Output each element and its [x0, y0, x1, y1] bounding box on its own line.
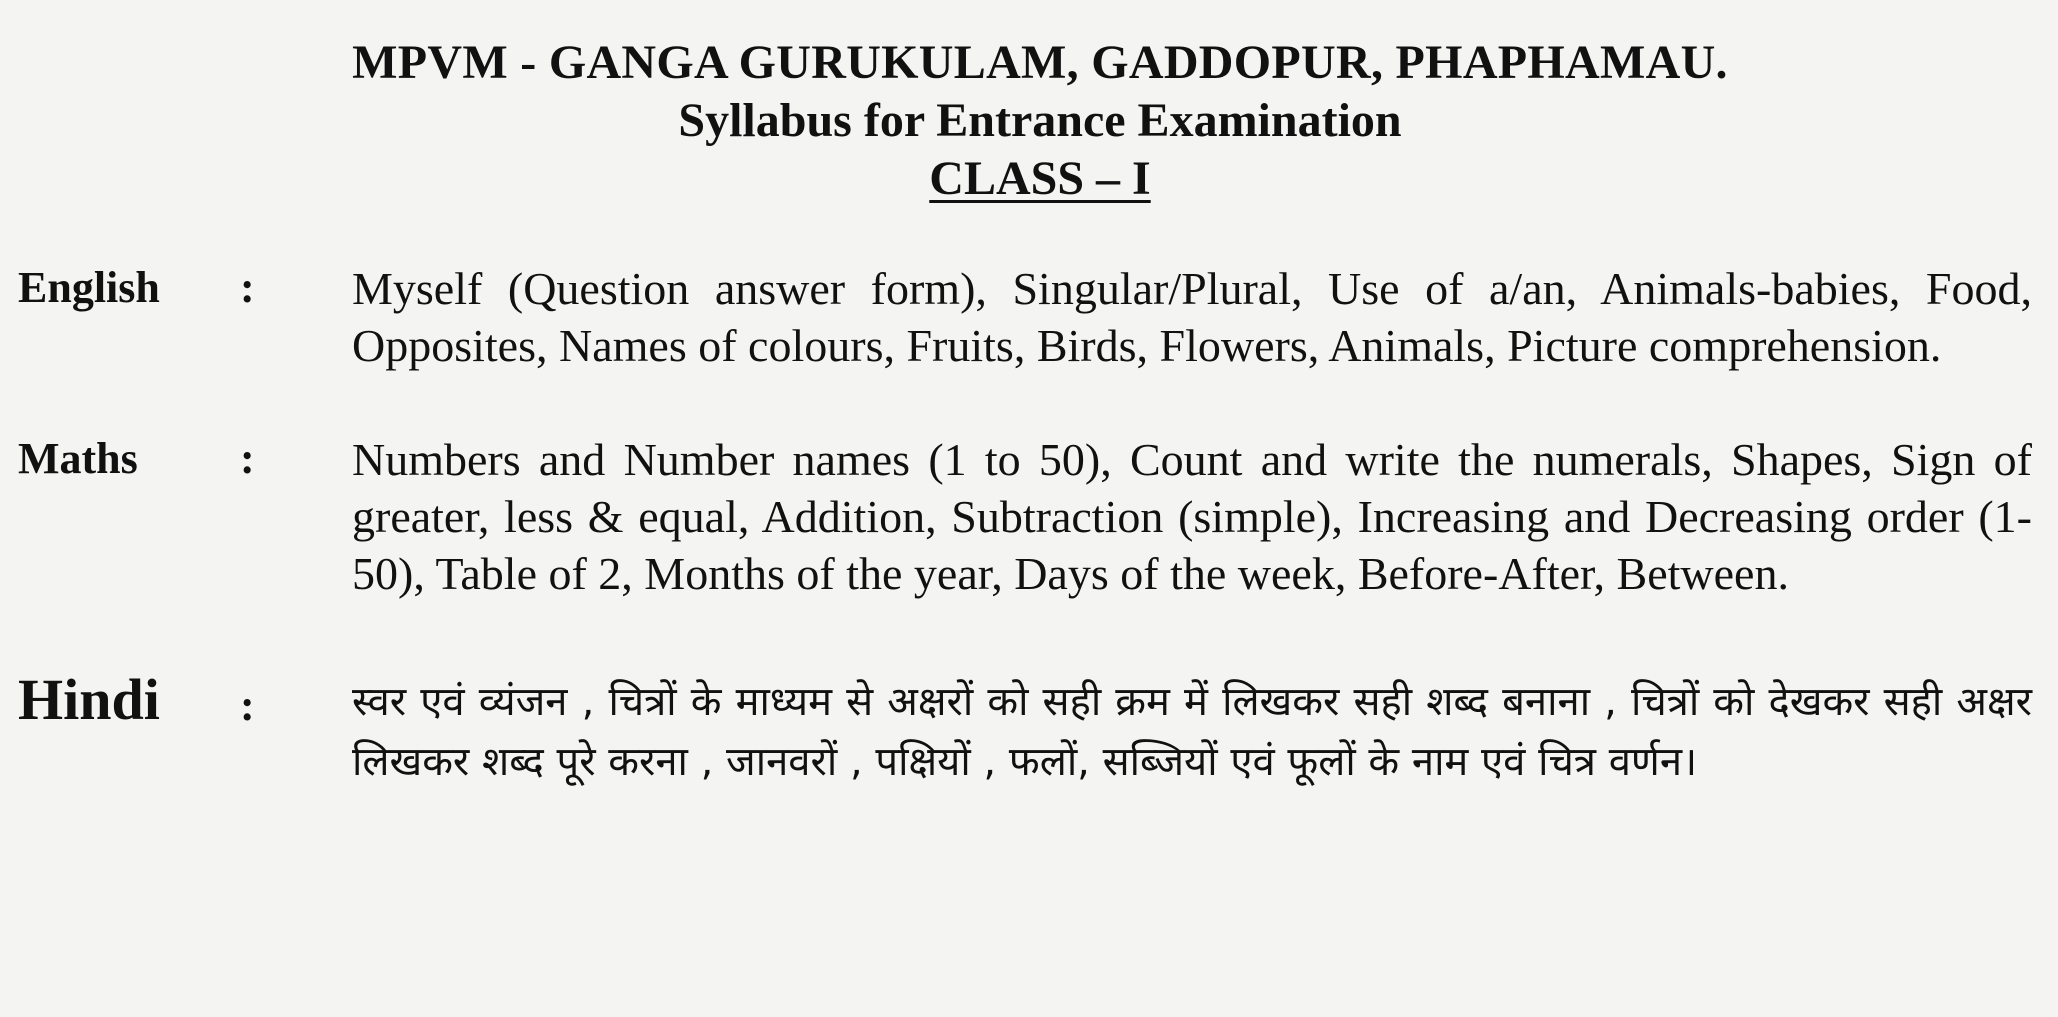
subject-separator: : [240, 263, 255, 312]
document-subtitle: Syllabus for Entrance Examination [678, 94, 1402, 147]
class-title: CLASS – I [929, 152, 1151, 205]
subject-syllabus: स्वर एवं व्यंजन , चित्रों के माध्यम से अक्षरों को सही क्रम में लिखकर सही शब्द बनाना , चित्रों को देखकर सही अक्षर लिखकर शब्द पूरे करना , जानवरों , पक्षियों , फलों, सब्जियों एवं फूलों के नाम एवं चित्र वर्णन। [352, 679, 2032, 785]
school-name: MPVM - GANGA GURUKULAM, GADDOPUR, PHAPHAMAU. [352, 36, 1728, 89]
section-english [18, 260, 2032, 374]
subject-syllabus: Myself (Question answer form), Singular/Plural, Use of a/an, Animals-babies, Food, Opposites, Names of colours, Fruits, Birds, Flowers, Animals, Picture comprehension. [352, 263, 2032, 371]
document-header [18, 34, 2032, 208]
subject-label: Hindi [18, 667, 160, 732]
subject-label: Maths [18, 434, 138, 483]
subject-separator: : [240, 434, 255, 483]
subject-separator: : [240, 681, 255, 730]
subject-syllabus: Numbers and Number names (1 to 50), Count and write the numerals, Shapes, Sign of greater, less & equal, Addition, Subtraction (simple), Increasing and Decreasing order (1-50), Table of 2, Months of the year, Days of the week, Before-After, Between. [352, 434, 2032, 599]
section-hindi [18, 668, 2032, 792]
subject-label: English [18, 263, 160, 312]
section-maths [18, 431, 2032, 602]
